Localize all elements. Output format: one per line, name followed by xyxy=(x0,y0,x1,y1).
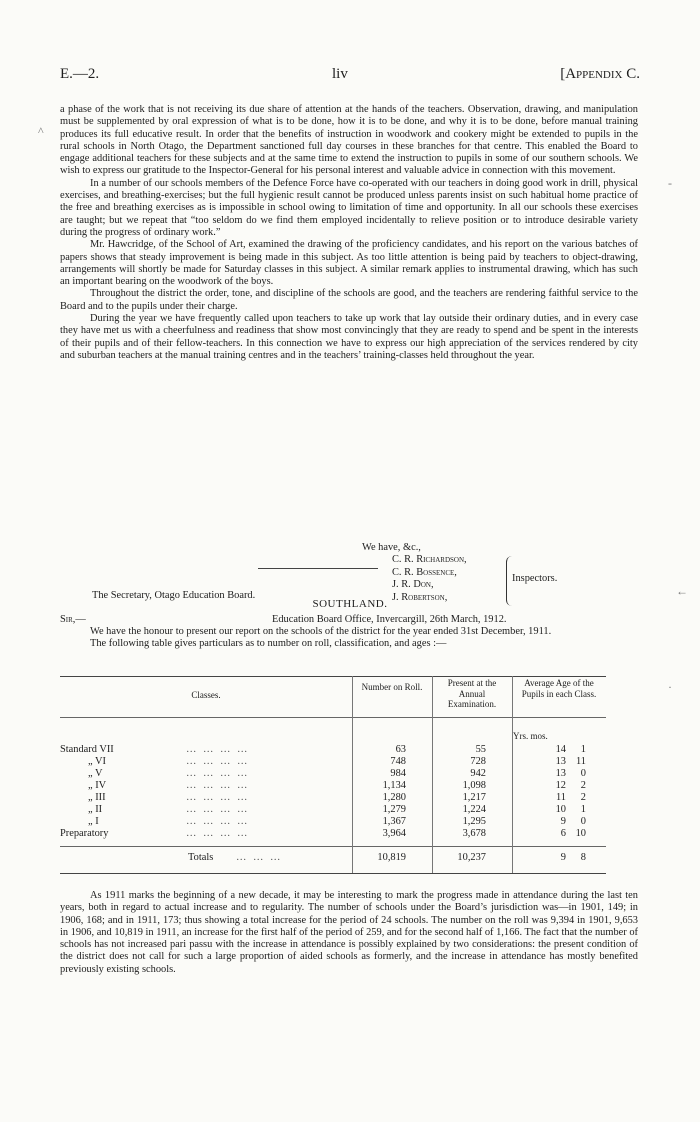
table-row: „ IV … … … … 1,134 1,098 12 2 xyxy=(88,780,586,791)
table-row: „ II … … … … 1,279 1,224 10 1 xyxy=(88,804,586,815)
signatory: J. Robertson, xyxy=(392,591,448,603)
report-body-bottom xyxy=(60,890,638,976)
paragraph: We have the honour to present our report on the schools of the district for the year ended 31st December, 1911. xyxy=(90,626,552,637)
table-row: „ V … … … … 984 942 13 0 xyxy=(88,768,586,779)
section-title: SOUTHLAND. xyxy=(312,598,388,610)
col-header-classes: Classes. xyxy=(191,690,221,700)
paragraph: The following table gives particulars as to number on roll, classification, and ages :— xyxy=(90,638,447,650)
signatory-role: Inspectors. xyxy=(512,573,558,584)
paragraph: Throughout the district the order, tone, and discipline of the schools are good, and the teachers are rendering faithful service to the Board and to the pupils under their charge. xyxy=(60,288,638,312)
salutation: Sir,— xyxy=(60,614,86,625)
margin-mark: ← xyxy=(676,584,688,598)
table-row: „ VI … … … … 748 728 13 11 xyxy=(88,756,586,767)
letter-address: Education Board Office, Invercargill, 26th March, 1912. xyxy=(272,614,507,625)
signature-block xyxy=(362,542,467,604)
signature-opening: We have, &c., xyxy=(362,542,421,553)
paragraph: During the year we have frequently called upon teachers to take up work that lay outside their ordinary duties, and in every case they have met us with a cheerfulness and readiness that show most convincingly that they are ready to spend and be spent in the interests of their pupils and of their fellow-teachers. In this connection we have to express our high appreciation of the services rendered by city and suburban teachers at the manual training centres and in the teachers’ training-classes held throughout the year. xyxy=(60,313,638,361)
signatory: C. R. Richardson, xyxy=(392,554,467,566)
table-row: Standard VII … … … … 63 55 14 1 xyxy=(60,744,586,755)
paragraph: As 1911 marks the beginning of a new decade, it may be interesting to mark the progress made in attendance during the last ten years, both in regard to actual increase and to regularity. The number of schools under the Board’s jurisdiction was—in 1901, 149; in 1906, 168; and in 1911, 173; thus showing a total increase for the period of 24 schools. The number on the roll was 9,394 in 1901, 9,653 in 1906, and 10,819 in 1911, an increase for the first half of the period of 259, and for the second half of 1,166. The fact that the number of schools has not increased pari passu with the increase in attendance is possibly explained by two considerations: the present condition of the district does not call for such a large proportion of aided schools as formerly, and the increase in attendance has mostly benefited previously existing schools. xyxy=(60,890,638,975)
paragraph: In a number of our schools members of the Defence Force have co-operated with our teachers in doing good work in drill, physical exercises, and breathing-exercises; but the full hygienic result cannot be produced unless parents insist on such habitual home practice of the free and breathing exercises as is impossible in school owing to limitation of time and opportunity. In all our schools these exercises are taught; but we repeat that “too seldom do we find them employed incidentally to relieve position or to introduce desirable variety during the progress of ordinary work.” xyxy=(60,177,638,238)
header-left: E.—2. xyxy=(60,66,100,82)
page-number: liv xyxy=(332,66,348,82)
letter-heading xyxy=(60,614,640,625)
totals-row: Totals … … … 10,819 10,237 9 8 xyxy=(188,852,586,863)
table-row: „ III … … … … 1,280 1,217 11 2 xyxy=(88,792,586,803)
col-header-age: Average Age of the Pupils in each Class. xyxy=(521,678,597,699)
age-units: Yrs. mos. xyxy=(513,731,548,741)
margin-mark: - xyxy=(668,176,672,190)
header-right: [Appendix C. xyxy=(560,66,640,82)
section-divider xyxy=(258,568,378,569)
margin-mark: · xyxy=(668,680,672,694)
col-header-present: Present at the Annual Examination. xyxy=(447,678,497,709)
paragraph: a phase of the work that is not receiving its due share of attention at the hands of the teachers. Observation, drawing, and manipulation must be supplemented by oral expression of what is to be done, how it is to be done, and why it is to be done, before manual training produces its full educative result. In order that the benefits of instruction in woodwork and cookery might be extended to pupils in the rural schools in North Otago, the Department sanctioned full day courses in these branches for that centre. This enabled the Board to engage additional teachers for these subjects and at the same time to extend the instruction to pupils in some of our southern schools. We wish to express our gratitude to the Inspector-General for his personal interest and valuable advice in connection with this movement. xyxy=(60,104,638,177)
signatory: C. R. Bossence, xyxy=(392,566,457,578)
table-row: „ I … … … … 1,367 1,295 9 0 xyxy=(88,816,586,827)
signatory: J. R. Don, xyxy=(392,579,434,591)
margin-mark: ^ xyxy=(38,124,44,138)
paragraph: Mr. Hawcridge, of the School of Art, examined the drawing of the proficiency candidates, and his report on the various batches of papers shows that steady improvement is being made in this subject. As too little attention is being paid by teachers to object-drawing, arrangements will shortly be made for Saturday classes in this subject. A similar remark applies to instrumental drawing, which has such an important bearing on the woodwork of the boys. xyxy=(60,239,638,288)
table-row: Preparatory … … … … 3,964 3,678 6 10 xyxy=(60,828,586,839)
col-header-roll: Number on Roll. xyxy=(361,682,423,692)
report-body-top xyxy=(60,104,638,362)
southland-intro xyxy=(60,626,638,651)
addressee: The Secretary, Otago Education Board. xyxy=(92,590,256,601)
